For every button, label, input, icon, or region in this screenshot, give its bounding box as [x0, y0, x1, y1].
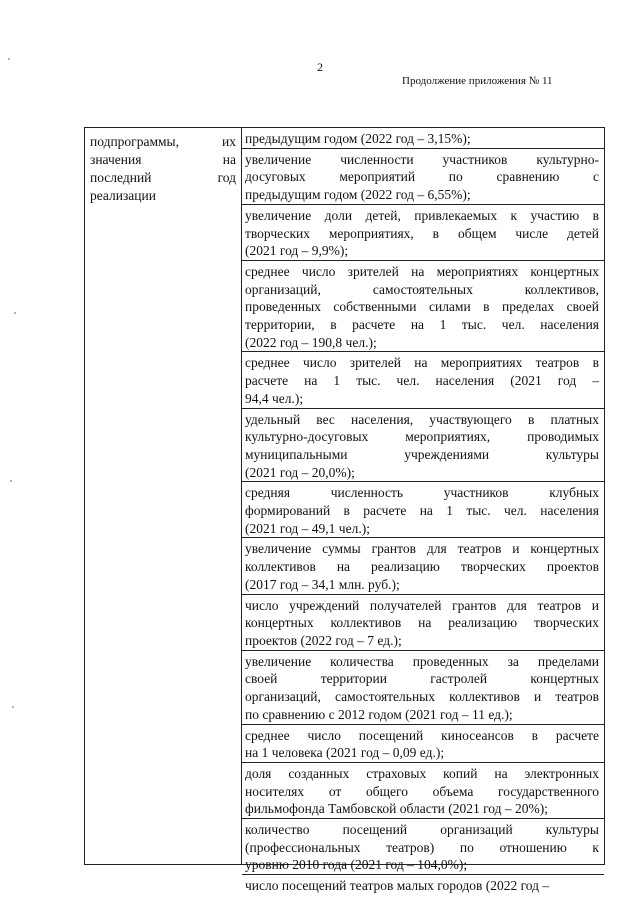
left-cell-line	[90, 169, 236, 187]
left-cell-text: значения	[90, 152, 142, 167]
left-cell-line	[90, 187, 236, 205]
indicator-entry	[242, 261, 604, 353]
document-table	[84, 127, 605, 894]
indicator-text-line: (2022 год – 190,8 чел.);	[245, 334, 377, 350]
indicator-text-line: носителях от общего объема государственного	[245, 783, 599, 799]
indicator-text-line: расчете на 1 тыс. чел. населения (2021 год –	[245, 373, 599, 389]
left-cell-line	[90, 151, 236, 169]
indicator-text-line: организаций, самостоятельных коллективов,	[245, 281, 599, 297]
indicator-text-line: проектов (2022 год – 7 ед.);	[245, 632, 402, 648]
indicator-entry	[242, 205, 604, 261]
left-cell-text: на	[222, 152, 236, 167]
indicator-entry	[242, 763, 604, 819]
indicator-text-line: число учреждений получателей грантов для театров и	[245, 597, 599, 613]
indicator-text-line: доля созданных страховых копий на электронных	[245, 765, 599, 781]
indicator-text-line: среднее число посещений киносеансов в расчете	[245, 727, 599, 743]
scan-speck	[12, 706, 14, 708]
indicator-text-line: на 1 человека (2021 год – 0,09 ед.);	[245, 745, 445, 761]
indicator-text-line: своей территории гастролей концертных	[245, 671, 599, 687]
indicator-entry	[242, 725, 604, 763]
left-cell	[90, 133, 236, 205]
indicator-text-line: удельный вес населения, участвующего в платных	[245, 411, 599, 427]
indicator-entry	[242, 819, 604, 875]
indicator-entry	[242, 409, 604, 483]
indicator-text-line: увеличение суммы грантов для театров и концертных	[245, 541, 599, 557]
left-cell-text: реализации	[90, 188, 156, 203]
indicator-text-line: фильмофонда Тамбовской области (2021 год – 20%);	[245, 801, 548, 817]
indicator-text-line: уровню 2010 года (2021 год – 104,0%);	[245, 857, 468, 873]
left-cell-text: последний	[90, 170, 152, 185]
left-cell-text: подпрограммы,	[90, 134, 179, 149]
left-cell-line	[90, 133, 236, 151]
indicator-text-line: увеличение доли детей, привлекаемых к участию в	[245, 207, 599, 223]
appendix-continuation-label: Продолжение приложения № 11	[402, 75, 553, 87]
indicator-entry	[242, 352, 604, 408]
indicator-text-line: коллективов на реализацию творческих проектов	[245, 559, 599, 575]
page-number: 2	[317, 60, 323, 74]
indicator-text-line: по сравнению с 2012 годом (2021 год – 11 ед.);	[245, 706, 513, 722]
indicator-text-line: предыдущим годом (2022 год – 6,55%);	[245, 187, 471, 203]
indicator-entry	[242, 595, 604, 651]
indicator-entry	[242, 482, 604, 538]
indicator-text-line: увеличение количества проведенных за пределами	[245, 653, 599, 669]
indicator-text-line: творческих мероприятиях, в общем числе детей	[245, 225, 599, 241]
indicator-text-line: организаций, самостоятельных коллективов и театров	[245, 689, 599, 705]
indicator-text-line: концертных коллективов на реализацию творческих	[245, 615, 599, 631]
indicator-text-line: муниципальными учреждениями культуры	[245, 446, 599, 462]
indicator-text-line: увеличение численности участников культурно-	[245, 151, 599, 167]
right-cell	[242, 128, 604, 895]
indicator-text-line: среднее число зрителей на мероприятиях театров в	[245, 355, 599, 371]
indicator-entry	[242, 875, 604, 895]
indicator-text-line: предыдущим годом (2022 год – 3,15%);	[245, 131, 471, 146]
indicator-entry	[242, 149, 604, 205]
indicator-entry	[242, 128, 604, 149]
indicator-text-line: (2021 год – 20,0%);	[245, 464, 355, 480]
indicator-text-line: средняя численность участников клубных	[245, 485, 599, 501]
indicator-text-line: территории, в расчете на 1 тыс. чел. населения	[245, 317, 599, 333]
indicator-text-line: (2017 год – 34,1 млн. руб.);	[245, 576, 400, 592]
indicator-text-line: количество посещений организаций культуры	[245, 822, 599, 838]
scan-speck	[10, 480, 12, 482]
indicator-text-line: (2021 год – 9,9%);	[245, 243, 349, 259]
indicator-text-line: число посещений театров малых городов (2022 год –	[245, 878, 550, 894]
indicator-text-line: (2021 год – 49,1 чел.);	[245, 520, 370, 536]
scan-speck	[8, 58, 10, 60]
indicator-text-line: проведенных собственными силами в пределах своей	[245, 299, 599, 315]
indicator-entry	[242, 651, 604, 725]
indicator-text-line: досуговых мероприятий по сравнению с	[245, 169, 599, 185]
scan-speck	[14, 312, 16, 314]
indicator-text-line: среднее число зрителей на мероприятиях концертных	[245, 263, 599, 279]
left-cell-text: год	[217, 170, 236, 185]
indicator-text-line: культурно-досуговых мероприятиях, проводимых	[245, 429, 599, 445]
indicator-text-line: (профессиональных театров) по отношению к	[245, 839, 599, 855]
indicator-text-line: формирований в расчете на 1 тыс. чел. населения	[245, 503, 599, 519]
indicator-entry	[242, 538, 604, 594]
left-cell-text: их	[222, 134, 236, 149]
indicator-text-line: 94,4 чел.);	[245, 390, 304, 406]
